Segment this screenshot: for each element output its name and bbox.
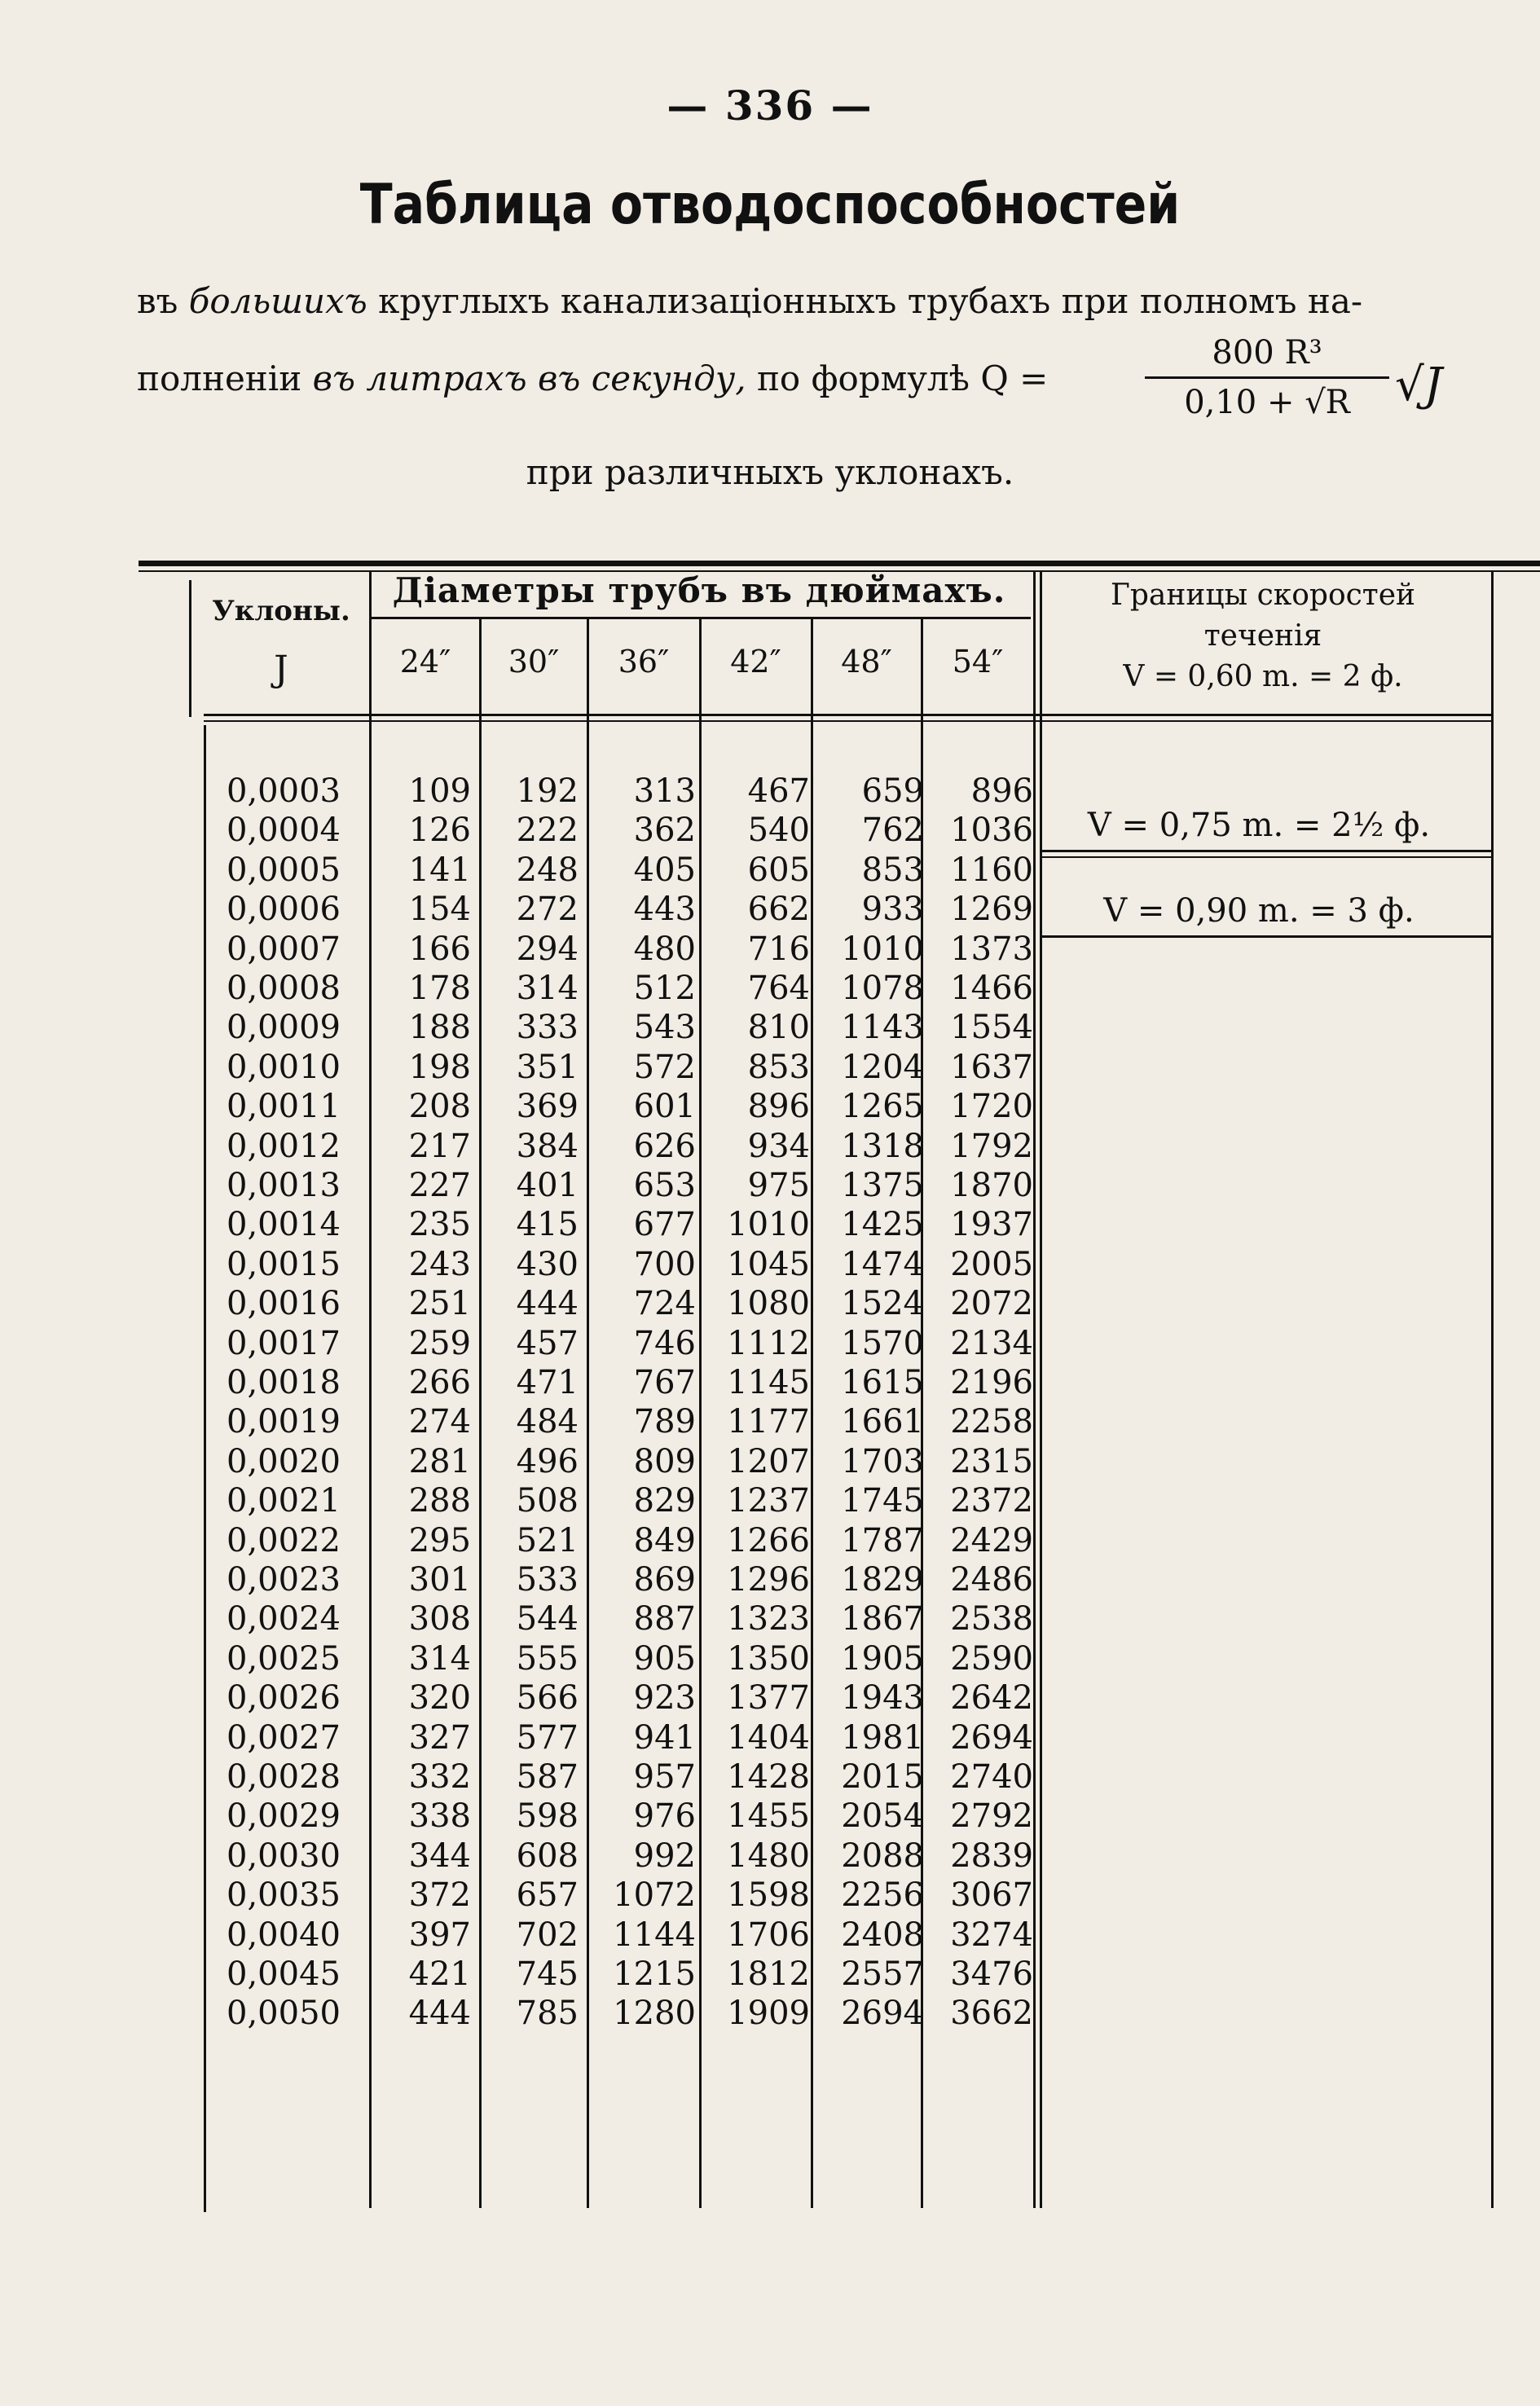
capacity-cell: 444 xyxy=(516,1285,579,1323)
header-j: J xyxy=(274,649,288,690)
capacity-cell: 2590 xyxy=(950,1639,1033,1678)
capacity-cell: 1036 xyxy=(950,812,1033,850)
capacity-cell: 1144 xyxy=(613,1916,696,1954)
capacity-cell: 605 xyxy=(747,851,810,889)
slope-cell: 0,0016 xyxy=(227,1285,341,1323)
capacity-cell: 1269 xyxy=(950,891,1033,929)
capacity-cell: 1143 xyxy=(841,1009,924,1047)
capacity-cell: 1787 xyxy=(841,1521,924,1559)
capacity-cell: 415 xyxy=(516,1206,579,1244)
diameter-48: 48″ xyxy=(841,644,892,680)
capacity-cell: 208 xyxy=(408,1088,471,1126)
slope-cell: 0,0011 xyxy=(227,1088,341,1126)
capacity-cell: 976 xyxy=(633,1797,696,1836)
capacity-cell: 1706 xyxy=(727,1916,810,1954)
capacity-cell: 767 xyxy=(633,1364,696,1401)
capacity-cell: 2792 xyxy=(950,1797,1033,1836)
slope-cell: 0,0017 xyxy=(227,1324,341,1362)
table-row xyxy=(0,930,1540,970)
capacity-cell: 178 xyxy=(408,970,471,1007)
capacity-cell: 1207 xyxy=(727,1442,810,1480)
capacity-cell: 1474 xyxy=(841,1245,924,1283)
capacity-cell: 480 xyxy=(633,930,696,968)
capacity-cell: 1524 xyxy=(841,1285,924,1323)
capacity-cell: 222 xyxy=(516,812,579,850)
page-title: Таблица отводоспособностей xyxy=(359,173,1181,237)
capacity-cell: 457 xyxy=(516,1324,579,1362)
table-row xyxy=(0,1719,1540,1758)
capacity-cell: 2072 xyxy=(950,1285,1033,1323)
table-row xyxy=(0,812,1540,851)
capacity-cell: 1720 xyxy=(950,1088,1033,1126)
capacity-cell: 1266 xyxy=(727,1521,810,1559)
header-diameters: Діаметры трубъ въ дюймахъ. xyxy=(392,570,1006,610)
capacity-cell: 512 xyxy=(633,970,696,1007)
formula-fraction xyxy=(1145,334,1389,421)
slope-cell: 0,0014 xyxy=(227,1206,341,1244)
subtitle-text: круглыхъ канализаціонныхъ трубахъ при полномъ на- xyxy=(378,281,1363,321)
table-row xyxy=(0,1679,1540,1718)
slope-cell: 0,0015 xyxy=(227,1245,341,1283)
capacity-cell: 1204 xyxy=(841,1048,924,1086)
capacity-cell: 2557 xyxy=(841,1955,924,1993)
capacity-cell: 923 xyxy=(633,1679,696,1718)
capacity-cell: 109 xyxy=(408,772,471,810)
diameter-54: 54″ xyxy=(952,644,1004,680)
diameter-42: 42″ xyxy=(730,644,781,680)
capacity-cell: 243 xyxy=(408,1245,471,1283)
table-top-rule xyxy=(139,561,1540,566)
subtitle-line-2 xyxy=(137,358,1048,398)
capacity-cell: 1867 xyxy=(841,1600,924,1638)
capacity-cell: 1375 xyxy=(841,1167,924,1204)
capacity-cell: 308 xyxy=(408,1600,471,1638)
capacity-cell: 724 xyxy=(633,1285,696,1323)
table-row xyxy=(0,1758,1540,1797)
slope-cell: 0,0004 xyxy=(227,812,341,850)
slope-cell: 0,0050 xyxy=(227,1995,341,2033)
capacity-cell: 941 xyxy=(633,1718,696,1757)
capacity-cell: 301 xyxy=(408,1561,471,1599)
capacity-cell: 2196 xyxy=(950,1364,1033,1401)
subtitle-line-1 xyxy=(137,281,1489,321)
capacity-cell: 484 xyxy=(516,1403,579,1441)
capacity-cell: 2538 xyxy=(950,1600,1033,1638)
velocity-header-line: теченія xyxy=(1203,619,1322,653)
header-slopes: Уклоны. xyxy=(212,595,350,627)
table-row xyxy=(0,772,1540,812)
capacity-cell: 3067 xyxy=(950,1876,1033,1915)
slope-cell: 0,0018 xyxy=(227,1364,341,1401)
capacity-cell: 192 xyxy=(516,772,579,810)
capacity-cell: 2054 xyxy=(841,1797,924,1836)
page-number: — 336 — xyxy=(667,81,873,130)
slope-cell: 0,0003 xyxy=(227,772,341,810)
table-row xyxy=(0,1995,1540,2034)
capacity-cell: 1425 xyxy=(841,1206,924,1244)
formula-denominator: 0,10 + √R xyxy=(1184,384,1350,421)
capacity-cell: 1010 xyxy=(727,1206,810,1244)
slope-cell: 0,0020 xyxy=(227,1442,341,1480)
capacity-cell: 3662 xyxy=(950,1995,1033,2033)
slope-cell: 0,0024 xyxy=(227,1600,341,1638)
capacity-cell: 471 xyxy=(516,1364,579,1401)
capacity-cell: 2694 xyxy=(841,1995,924,2033)
capacity-cell: 1160 xyxy=(950,851,1033,889)
slope-cell: 0,0025 xyxy=(227,1639,341,1678)
velocity-header-line: Границы скоростей xyxy=(1110,578,1415,612)
formula-numerator: 800 R³ xyxy=(1212,334,1322,372)
capacity-cell: 540 xyxy=(747,812,810,850)
capacity-cell: 2429 xyxy=(950,1521,1033,1559)
table-row xyxy=(0,1088,1540,1127)
capacity-cell: 2256 xyxy=(841,1876,924,1915)
capacity-cell: 266 xyxy=(408,1364,471,1401)
capacity-cell: 1909 xyxy=(727,1995,810,2033)
slope-cell: 0,0029 xyxy=(227,1797,341,1836)
slope-cell: 0,0027 xyxy=(227,1718,341,1757)
capacity-cell: 1078 xyxy=(841,970,924,1007)
capacity-cell: 1045 xyxy=(727,1245,810,1283)
capacity-cell: 653 xyxy=(633,1167,696,1204)
capacity-cell: 1745 xyxy=(841,1482,924,1520)
slope-cell: 0,0010 xyxy=(227,1048,341,1086)
capacity-cell: 1480 xyxy=(727,1836,810,1875)
capacity-cell: 248 xyxy=(516,851,579,889)
slope-cell: 0,0040 xyxy=(227,1916,341,1954)
capacity-cell: 1615 xyxy=(841,1364,924,1401)
capacity-cell: 2642 xyxy=(950,1679,1033,1718)
capacity-cell: 294 xyxy=(516,930,579,968)
capacity-cell: 2088 xyxy=(841,1836,924,1875)
table-row xyxy=(0,851,1540,891)
slope-cell: 0,0028 xyxy=(227,1758,341,1796)
capacity-cell: 1237 xyxy=(727,1482,810,1520)
capacity-cell: 869 xyxy=(633,1561,696,1599)
slope-cell: 0,0008 xyxy=(227,970,341,1007)
capacity-cell: 905 xyxy=(633,1639,696,1678)
slope-cell: 0,0013 xyxy=(227,1167,341,1204)
capacity-cell: 849 xyxy=(633,1521,696,1559)
capacity-cell: 397 xyxy=(408,1916,471,1954)
table-row xyxy=(0,1640,1540,1679)
table-row xyxy=(0,1876,1540,1916)
capacity-cell: 217 xyxy=(408,1127,471,1165)
table-row xyxy=(0,1206,1540,1245)
capacity-cell: 2134 xyxy=(950,1324,1033,1362)
capacity-cell: 2315 xyxy=(950,1442,1033,1480)
slope-cell: 0,0035 xyxy=(227,1876,341,1915)
table-row xyxy=(0,1916,1540,1955)
capacity-cell: 314 xyxy=(408,1639,471,1678)
capacity-cell: 555 xyxy=(516,1639,579,1678)
capacity-cell: 1010 xyxy=(841,930,924,968)
table-row xyxy=(0,1009,1540,1048)
slope-cell: 0,0021 xyxy=(227,1482,341,1520)
slope-cell: 0,0007 xyxy=(227,930,341,968)
capacity-cell: 1377 xyxy=(727,1679,810,1718)
capacity-cell: 444 xyxy=(408,1995,471,2033)
capacity-cell: 1280 xyxy=(613,1995,696,2033)
table-row xyxy=(0,1128,1540,1167)
table-row xyxy=(0,1522,1540,1561)
capacity-cell: 2372 xyxy=(950,1482,1033,1520)
capacity-cell: 126 xyxy=(408,812,471,850)
capacity-cell: 2839 xyxy=(950,1836,1033,1875)
capacity-cell: 662 xyxy=(747,891,810,929)
velocity-header-line: V = 0,60 m. = 2 ф. xyxy=(1123,660,1403,693)
subtitle-italic: большихъ xyxy=(188,281,367,321)
capacity-cell: 235 xyxy=(408,1206,471,1244)
capacity-cell: 141 xyxy=(408,851,471,889)
header-bottom-rule-2 xyxy=(204,720,1491,722)
table-row xyxy=(0,1246,1540,1285)
capacity-cell: 272 xyxy=(516,891,579,929)
capacity-cell: 700 xyxy=(633,1245,696,1283)
capacity-cell: 626 xyxy=(633,1127,696,1165)
capacity-cell: 351 xyxy=(516,1048,579,1086)
capacity-cell: 401 xyxy=(516,1167,579,1204)
table-row xyxy=(0,970,1540,1009)
table-row xyxy=(0,891,1540,930)
table-row xyxy=(0,1049,1540,1088)
table-row xyxy=(0,1364,1540,1403)
slope-cell: 0,0022 xyxy=(227,1521,341,1559)
capacity-cell: 1145 xyxy=(727,1364,810,1401)
table-row xyxy=(0,1285,1540,1324)
capacity-cell: 1296 xyxy=(727,1561,810,1599)
capacity-cell: 2408 xyxy=(841,1916,924,1954)
capacity-cell: 1323 xyxy=(727,1600,810,1638)
table-row xyxy=(0,1167,1540,1206)
capacity-cell: 1215 xyxy=(613,1955,696,1993)
capacity-cell: 702 xyxy=(516,1916,579,1954)
capacity-cell: 154 xyxy=(408,891,471,929)
subtitle-text: по формулѣ Q = xyxy=(756,358,1049,398)
slope-cell: 0,0023 xyxy=(227,1561,341,1599)
capacity-cell: 274 xyxy=(408,1403,471,1441)
capacity-cell: 372 xyxy=(408,1876,471,1915)
table-row xyxy=(0,1443,1540,1482)
capacity-cell: 421 xyxy=(408,1955,471,1993)
capacity-cell: 327 xyxy=(408,1718,471,1757)
capacity-cell: 1265 xyxy=(841,1088,924,1126)
capacity-cell: 333 xyxy=(516,1009,579,1047)
capacity-cell: 3274 xyxy=(950,1916,1033,1954)
velocity-note: V = 0,75 m. = 2½ ф. xyxy=(1087,807,1431,844)
capacity-cell: 1870 xyxy=(950,1167,1033,1204)
capacity-cell: 2005 xyxy=(950,1245,1033,1283)
capacity-cell: 1661 xyxy=(841,1403,924,1441)
capacity-cell: 746 xyxy=(633,1324,696,1362)
diameter-36: 36″ xyxy=(618,644,670,680)
capacity-cell: 572 xyxy=(633,1048,696,1086)
capacity-cell: 598 xyxy=(516,1797,579,1836)
col-rule-left xyxy=(189,580,191,717)
capacity-cell: 314 xyxy=(516,970,579,1007)
capacity-cell: 1943 xyxy=(841,1679,924,1718)
capacity-cell: 1981 xyxy=(841,1718,924,1757)
table-row xyxy=(0,1837,1540,1876)
capacity-cell: 1318 xyxy=(841,1127,924,1165)
capacity-cell: 1080 xyxy=(727,1285,810,1323)
capacity-cell: 544 xyxy=(516,1600,579,1638)
capacity-cell: 1072 xyxy=(613,1876,696,1915)
capacity-cell: 608 xyxy=(516,1836,579,1875)
capacity-cell: 2015 xyxy=(841,1758,924,1796)
capacity-cell: 288 xyxy=(408,1482,471,1520)
capacity-cell: 716 xyxy=(747,930,810,968)
capacity-cell: 934 xyxy=(747,1127,810,1165)
capacity-cell: 1466 xyxy=(950,970,1033,1007)
capacity-cell: 467 xyxy=(747,772,810,810)
capacity-cell: 1554 xyxy=(950,1009,1033,1047)
capacity-cell: 887 xyxy=(633,1600,696,1638)
capacity-cell: 587 xyxy=(516,1758,579,1796)
diameter-24: 24″ xyxy=(399,644,451,680)
capacity-cell: 259 xyxy=(408,1324,471,1362)
table-row xyxy=(0,1600,1540,1639)
table-row xyxy=(0,1955,1540,1995)
capacity-cell: 853 xyxy=(861,851,924,889)
capacity-cell: 957 xyxy=(633,1758,696,1796)
capacity-cell: 251 xyxy=(408,1285,471,1323)
capacity-cell: 992 xyxy=(633,1836,696,1875)
capacity-cell: 332 xyxy=(408,1758,471,1796)
capacity-cell: 1350 xyxy=(727,1639,810,1678)
capacity-cell: 745 xyxy=(516,1955,579,1993)
capacity-cell: 338 xyxy=(408,1797,471,1836)
capacity-cell: 789 xyxy=(633,1403,696,1441)
capacity-cell: 1792 xyxy=(950,1127,1033,1165)
capacity-cell: 2486 xyxy=(950,1561,1033,1599)
capacity-cell: 320 xyxy=(408,1679,471,1718)
table-row xyxy=(0,1561,1540,1600)
formula-tail: √J xyxy=(1395,358,1443,411)
capacity-cell: 1404 xyxy=(727,1718,810,1757)
capacity-cell: 1598 xyxy=(727,1876,810,1915)
header-velocity xyxy=(1035,575,1491,697)
capacity-cell: 543 xyxy=(633,1009,696,1047)
subtitle-italic: въ литрахъ въ секунду, xyxy=(312,358,746,398)
capacity-cell: 384 xyxy=(516,1127,579,1165)
capacity-cell: 1373 xyxy=(950,930,1033,968)
capacity-cell: 2258 xyxy=(950,1403,1033,1441)
capacity-cell: 1428 xyxy=(727,1758,810,1796)
slope-cell: 0,0005 xyxy=(227,851,341,889)
capacity-cell: 2740 xyxy=(950,1758,1033,1796)
diameter-30: 30″ xyxy=(508,644,560,680)
capacity-cell: 577 xyxy=(516,1718,579,1757)
capacity-cell: 1812 xyxy=(727,1955,810,1993)
capacity-cell: 785 xyxy=(516,1995,579,2033)
capacity-cell: 933 xyxy=(861,891,924,929)
subtitle-text: полненіи xyxy=(137,358,302,398)
table-row xyxy=(0,1403,1540,1442)
capacity-cell: 281 xyxy=(408,1442,471,1480)
capacity-cell: 508 xyxy=(516,1482,579,1520)
capacity-cell: 1637 xyxy=(950,1048,1033,1086)
capacity-cell: 3476 xyxy=(950,1955,1033,1993)
capacity-cell: 166 xyxy=(408,930,471,968)
capacity-cell: 362 xyxy=(633,812,696,850)
slope-cell: 0,0045 xyxy=(227,1955,341,1993)
capacity-cell: 430 xyxy=(516,1245,579,1283)
velocity-note: V = 0,90 m. = 3 ф. xyxy=(1103,892,1415,930)
capacity-cell: 313 xyxy=(633,772,696,810)
capacity-cell: 764 xyxy=(747,970,810,1007)
capacity-cell: 496 xyxy=(516,1442,579,1480)
capacity-cell: 1937 xyxy=(950,1206,1033,1244)
capacity-cell: 1829 xyxy=(841,1561,924,1599)
capacity-cell: 853 xyxy=(747,1048,810,1086)
capacity-cell: 227 xyxy=(408,1167,471,1204)
slope-cell: 0,0012 xyxy=(227,1127,341,1165)
capacity-cell: 601 xyxy=(633,1088,696,1126)
capacity-cell: 896 xyxy=(747,1088,810,1126)
slope-cell: 0,0019 xyxy=(227,1403,341,1441)
slope-cell: 0,0026 xyxy=(227,1679,341,1718)
capacity-cell: 1455 xyxy=(727,1797,810,1836)
capacity-cell: 1905 xyxy=(841,1639,924,1678)
capacity-cell: 1177 xyxy=(727,1403,810,1441)
capacity-cell: 896 xyxy=(970,772,1033,810)
slope-cell: 0,0030 xyxy=(227,1836,341,1875)
capacity-cell: 369 xyxy=(516,1088,579,1126)
table-row xyxy=(0,1325,1540,1364)
capacity-cell: 975 xyxy=(747,1167,810,1204)
capacity-cell: 443 xyxy=(633,891,696,929)
capacity-cell: 405 xyxy=(633,851,696,889)
capacity-cell: 659 xyxy=(861,772,924,810)
capacity-cell: 188 xyxy=(408,1009,471,1047)
capacity-cell: 1112 xyxy=(727,1324,810,1362)
subtitle-text: въ xyxy=(137,281,178,321)
capacity-cell: 1703 xyxy=(841,1442,924,1480)
capacity-cell: 657 xyxy=(516,1876,579,1915)
capacity-cell: 809 xyxy=(633,1442,696,1480)
table-row xyxy=(0,1797,1540,1836)
slope-cell: 0,0006 xyxy=(227,891,341,929)
capacity-cell: 521 xyxy=(516,1521,579,1559)
capacity-cell: 829 xyxy=(633,1482,696,1520)
subtitle-line-3: при различныхъ уклонахъ. xyxy=(526,452,1014,492)
capacity-cell: 198 xyxy=(408,1048,471,1086)
capacity-cell: 533 xyxy=(516,1561,579,1599)
header-bottom-rule xyxy=(204,714,1491,716)
capacity-cell: 2694 xyxy=(950,1718,1033,1757)
capacity-cell: 295 xyxy=(408,1521,471,1559)
capacity-cell: 810 xyxy=(747,1009,810,1047)
table-row xyxy=(0,1482,1540,1521)
capacity-cell: 1570 xyxy=(841,1324,924,1362)
capacity-cell: 762 xyxy=(861,812,924,850)
slope-cell: 0,0009 xyxy=(227,1009,341,1047)
capacity-cell: 344 xyxy=(408,1836,471,1875)
capacity-cell: 677 xyxy=(633,1206,696,1244)
capacity-cell: 566 xyxy=(516,1679,579,1718)
